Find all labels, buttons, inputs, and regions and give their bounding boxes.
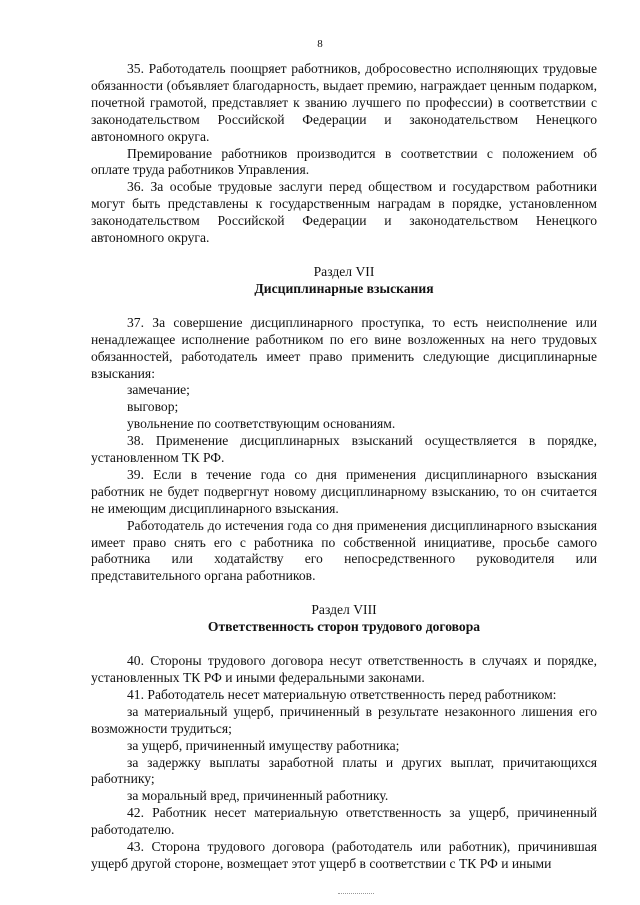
paragraph-39-cont: Работодатель до истечения года со дня применения дисциплинарного взыскания имеет право снять его с работника по собственной инициативе, просьбе самого работника или ходатайству его непосредственного руководителя или представительного органа работников. [91,517,597,584]
paragraph-40: 40. Стороны трудового договора несут ответственность в случаях и порядке, установленных ТК РФ и иными федеральными законами. [91,653,597,685]
paragraph-41: 41. Работодатель несет материальную ответственность перед работником: [127,686,557,702]
list-item: за задержку выплаты заработной платы и других выплат, причитающихся работнику; [91,754,597,787]
document-body [91,61,597,873]
paragraph-42: 42. Работник несет материальную ответственность за ущерб, причиненный работодателю. [91,805,597,838]
paragraph-bonus: Премирование работников производится в соответствии с положением об оплате труда работников Управления. [91,145,597,178]
paragraph-43: 43. Сторона трудового договора (работодатель или работник), причинившая ущерб другой стороне, возмещает этот ущерб в соответствии с ТК РФ и иными [91,839,597,871]
list-item: за ущерб, причиненный имуществу работника; [127,737,400,753]
section-7-title: Дисциплинарные взыскания [254,280,434,296]
list-item: выговор; [127,399,179,415]
list-item: за моральный вред, причиненный работнику. [127,788,389,804]
paragraph-35: 35. Работодатель поощряет работников, добросовестно исполняющих трудовые обязанности (объявляет благодарность, выдает премию, награждает ценным подарком, почетной грамотой, представляет к званию лучшего по профессии) в соответствии с законодательством Российской Федерации и законодательством Ненецкого автономного округа. [91,61,597,144]
scan-mark [338,893,374,896]
paragraph-36: 36. За особые трудовые заслуги перед обществом и государством работники могут быть представлены к государственным наградам в порядке, установленном законодательством Российской Федерации и законодательством Ненецкого автономного округа. [91,179,597,246]
section-8-heading: Раздел VIII [311,602,377,618]
paragraph-38: 38. Применение дисциплинарных взысканий осуществляется в порядке, установленном ТК РФ. [91,433,597,466]
paragraph-39: 39. Если в течение года со дня применения дисциплинарного взыскания работник не будет подвергнут новому дисциплинарному взысканию, то он считается не имеющим дисциплинарного взыскания. [91,466,597,516]
list-item: замечание; [127,382,190,398]
list-item: увольнение по соответствующим основаниям. [127,416,396,432]
page-number: 8 [317,38,323,50]
section-7-heading: Раздел VII [313,263,375,279]
section-8-title: Ответственность сторон трудового договора [207,619,481,635]
list-item: за материальный ущерб, причиненный в результате незаконного лишения его возможности трудиться; [91,703,597,736]
paragraph-37: 37. За совершение дисциплинарного проступка, то есть неисполнение или ненадлежащее исполнение работником по его вине возложенных на него трудовых обязанностей, работодатель имеет право применить следующие дисциплинарные взыскания: [91,314,597,381]
